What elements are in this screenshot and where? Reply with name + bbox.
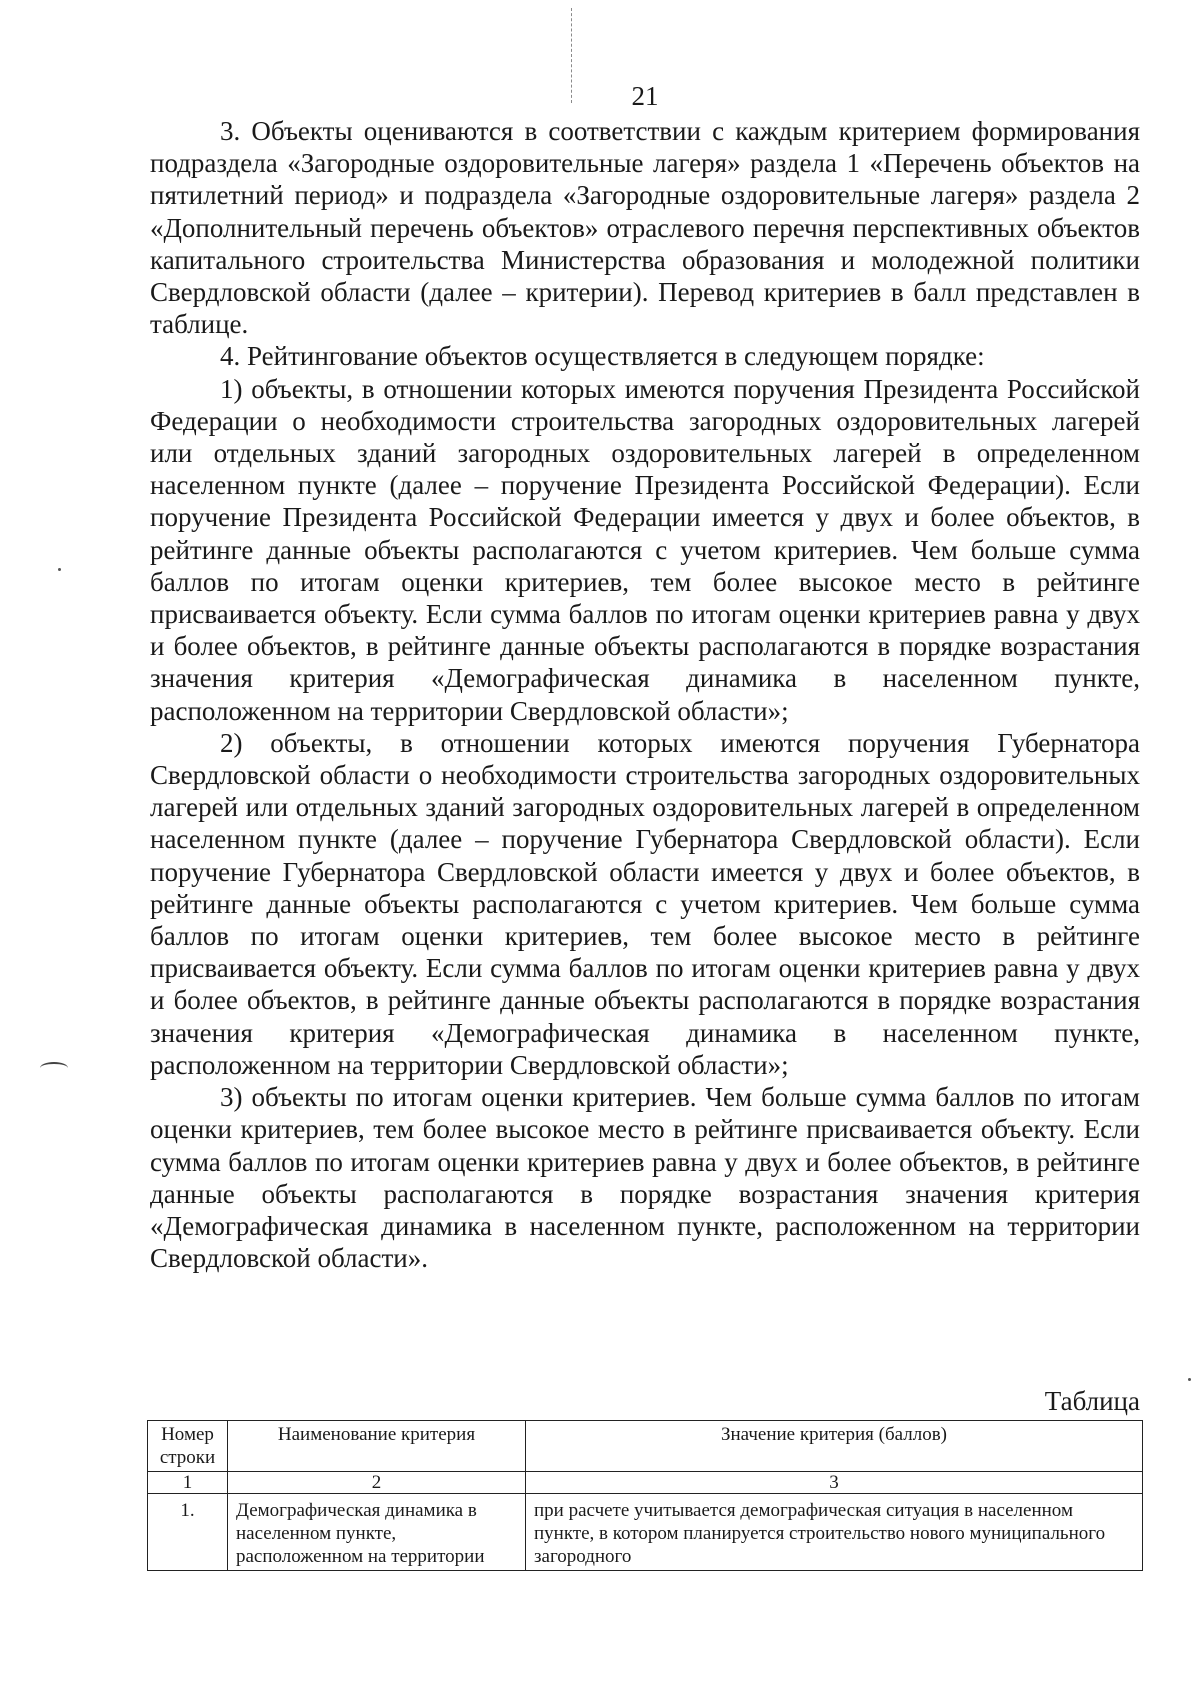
- criterion-value-cell: при расчете учитывается демографическая ситуация в населенном пункте, в котором планируется строительство нового муниципального загородного: [526, 1494, 1143, 1571]
- paragraph-4: 4. Рейтингование объектов осуществляется в следующем порядке:: [220, 341, 985, 372]
- header-criterion-value: Значение критерия (баллов): [526, 1421, 1143, 1472]
- list-item-1: 1) объекты, в отношении которых имеются поручения Президента Российской Федерации о необходимости строительства загородных оздоровительных лагерей или отдельных зданий загородных оздоровительных лагерей в определенном населенном пункте (далее – поручение Президента Российской Федерации). Если поручение Президента Российской Федерации имеется у двух и более объектов, в рейтинге данные объекты располагаются с учетом критериев. Чем больше сумма баллов по итогам оценки критериев, тем более высокое место в рейтинге присваивается объекту. Если сумма баллов по итогам оценки критериев равна у двух и более объектов, в рейтинге данные объекты располагаются в порядке возрастания значения критерия «Демографическая динамика в населенном пункте, расположенном на территории Свердловской области»;: [150, 373, 1140, 726]
- criterion-name-cell: Демографическая динамика в населенном пункте, расположенном на территории: [228, 1494, 526, 1571]
- column-number: 1: [148, 1472, 228, 1494]
- table-column-numbers-row: [148, 1472, 1143, 1494]
- scan-artifact-dot: [1188, 1378, 1191, 1381]
- table-header-row: [148, 1421, 1143, 1472]
- list-item-3: 3) объекты по итогам оценки критериев. Чем больше сумма баллов по итогам оценки критериев, тем более высокое место в рейтинге присваивается объекту. Если сумма баллов по итогам оценки критериев равна у двух и более объектов, в рейтинге данные объекты располагаются в порядке возрастания значения критерия «Демографическая динамика в населенном пункте, расположенном на территории Свердловской области».: [150, 1082, 1140, 1274]
- column-number: 2: [228, 1472, 526, 1494]
- page-number: 21: [631, 81, 659, 111]
- header-row-number: Номер строки: [148, 1421, 228, 1472]
- list-item-2: 2) объекты, в отношении которых имеются поручения Губернатора Свердловской области о необходимости строительства загородных оздоровительных лагерей или отдельных зданий загородных оздоровительных лагерей в определенном населенном пункте (далее – поручение Губернатора Свердловской области). Если поручение Губернатора Свердловской области имеется у двух и более объектов, в рейтинге данные объекты располагаются с учетом критериев. Чем больше сумма баллов по итогам оценки критериев, тем более высокое место в рейтинге присваивается объекту. Если сумма баллов по итогам оценки критериев равна у двух и более объектов, в рейтинге данные объекты располагаются в порядке возрастания значения критерия «Демографическая динамика в населенном пункте, расположенном на территории Свердловской области»;: [150, 727, 1140, 1080]
- scan-artifact-mark: [40, 1062, 68, 1074]
- criteria-table: [147, 1420, 1143, 1571]
- column-number: 3: [526, 1472, 1143, 1494]
- paragraph-3: 3. Объекты оцениваются в соответствии с каждым критерием формирования подраздела «Загородные оздоровительные лагеря» раздела 1 «Перечень объектов на пятилетний период» и подраздела «Загородные оздоровительные лагеря» раздела 2 «Дополнительный перечень объектов» отраслевого перечня перспективных объектов капитального строительства Министерства образования и молодежной политики Свердловской области (далее – критерии). Перевод критериев в балл представлен в таблице.: [150, 116, 1140, 340]
- table-caption: Таблица: [1044, 1386, 1140, 1416]
- header-criterion-name: Наименование критерия: [228, 1421, 526, 1472]
- scan-artifact-dot: [58, 568, 61, 571]
- document-body: [150, 115, 1140, 1274]
- row-number-cell: 1.: [148, 1494, 228, 1571]
- table-row: [148, 1494, 1143, 1571]
